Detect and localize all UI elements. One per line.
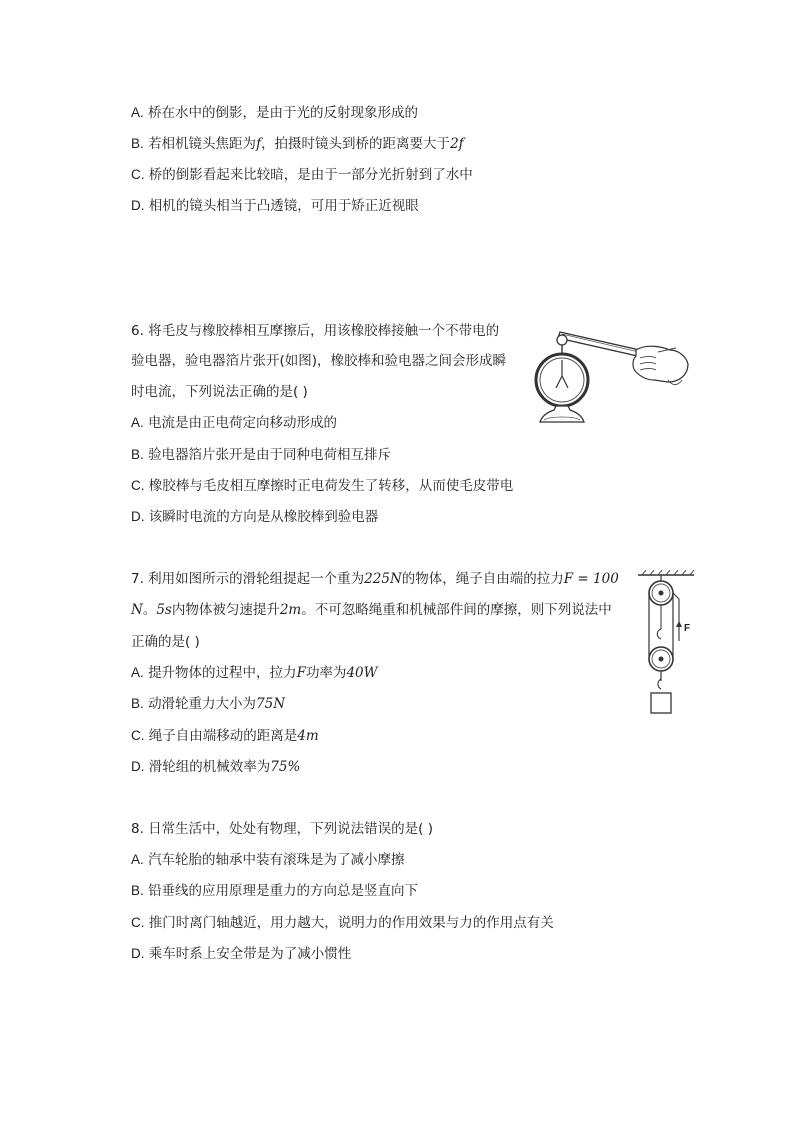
math-f: F <box>296 665 306 681</box>
option-text: 动滑轮重力大小为 <box>148 696 257 712</box>
option-letter: C. <box>131 915 145 930</box>
option-letter: D. <box>131 946 145 961</box>
option-letter: D. <box>131 759 145 774</box>
q7-stem-punct: 。 <box>142 602 157 618</box>
q7-stem-text-end: 。不可忽略绳重和机械部件间的摩擦，则下列说法中 <box>301 602 612 618</box>
math-weight: 75N <box>256 696 286 712</box>
option-text: 提升物体的过程中，拉力 <box>148 665 297 681</box>
option-text: 铅垂线的应用原理是重力的方向总是竖直向下 <box>148 883 419 899</box>
math-distance: 4m <box>297 728 319 744</box>
q7-option-a <box>131 663 378 683</box>
option-letter: C. <box>131 167 145 182</box>
option-text: 桥在水中的倒影，是由于光的反射现象形成的 <box>148 105 419 121</box>
option-letter: D. <box>131 509 145 524</box>
q7-stem-line-1 <box>131 569 619 589</box>
math-efficiency: 75% <box>270 759 301 775</box>
option-text-mid: ，拍摄时镜头到桥的距离要大于 <box>261 136 451 152</box>
option-letter: B. <box>131 883 144 898</box>
q5-option-c <box>131 165 473 185</box>
option-letter: A. <box>131 415 144 430</box>
option-letter: A. <box>131 105 144 120</box>
option-letter: D. <box>131 198 145 213</box>
q6-option-d <box>131 507 378 527</box>
q6-stem-line-1: 6. 将毛皮与橡胶棒相互摩擦后，用该橡胶棒接触一个不带电的 <box>131 323 500 339</box>
q8-option-c <box>131 913 554 933</box>
option-text: 汽车轮胎的轴承中装有滚珠是为了减小摩擦 <box>148 852 405 868</box>
q6-option-b <box>131 445 391 465</box>
q6-option-a <box>131 413 337 433</box>
option-letter: A. <box>131 665 144 680</box>
q6-stem-line-3: 时电流，下列说法正确的是( ) <box>131 384 308 400</box>
math-weight: 225N <box>364 571 402 587</box>
q7-stem-line-2 <box>131 600 612 620</box>
option-letter: C. <box>131 478 145 493</box>
option-text: 绳子自由端移动的距离是 <box>148 728 298 744</box>
option-text: 该瞬时电流的方向是从橡胶棒到验电器 <box>148 509 379 525</box>
q8-option-b <box>131 881 418 901</box>
force-label: F <box>684 623 691 634</box>
option-letter: B. <box>131 696 144 711</box>
pulley-figure <box>634 569 700 719</box>
option-letter: B. <box>131 136 144 151</box>
electroscope-figure <box>528 320 690 428</box>
q7-option-d <box>131 757 300 777</box>
math-f: f <box>256 136 262 152</box>
q5-option-a <box>131 103 418 123</box>
option-letter: B. <box>131 447 144 462</box>
math-force: F = 100 <box>563 571 619 587</box>
option-text: 验电器箔片张开是由于同种电荷相互排斥 <box>148 447 392 463</box>
option-text: 电流是由正电荷定向移动形成的 <box>148 415 338 431</box>
q8-option-a <box>131 850 405 870</box>
q8-stem: 8. 日常生活中，处处有物理，下列说法错误的是( ) <box>131 821 433 837</box>
option-text: 乘车时系上安全带是为了减小惯性 <box>148 946 352 962</box>
math-time: 5s <box>156 602 172 618</box>
q7-option-c <box>131 726 319 746</box>
q7-stem-line-3: 正确的是( ) <box>131 634 200 650</box>
q8-option-d <box>131 944 351 964</box>
q5-option-d <box>131 196 419 216</box>
option-text-mid: 功率为 <box>305 665 347 681</box>
q7-stem-text: 内物体被匀速提升 <box>171 602 280 618</box>
option-letter: A. <box>131 852 144 867</box>
option-text: 桥的倒影看起来比较暗，是由于一部分光折射到了水中 <box>148 167 473 183</box>
q7-stem-text: 7. 利用如图所示的滑轮组提起一个重为 <box>131 571 365 587</box>
math-height: 2m <box>279 602 302 618</box>
q7-stem-text-mid: 的物体，绳子自由端的拉力 <box>401 571 564 587</box>
math-unit-n: N <box>131 602 143 618</box>
math-2f: 2f <box>450 136 464 152</box>
option-letter: C. <box>131 728 145 743</box>
option-text: 若相机镜头焦距为 <box>148 136 257 152</box>
option-text: 相机的镜头相当于凸透镜，可用于矫正近视眼 <box>148 198 419 214</box>
q5-option-b <box>131 134 464 154</box>
option-text: 橡胶棒与毛皮相互摩擦时正电荷发生了转移，从而使毛皮带电 <box>148 478 514 494</box>
q7-option-b <box>131 694 285 714</box>
math-power: 40W <box>346 665 378 681</box>
q6-option-c <box>131 476 513 496</box>
q6-stem-line-2: 验电器，验电器箔片张开(如图)，橡胶棒和验电器之间会形成瞬 <box>131 353 507 369</box>
option-text: 推门时离门轴越近，用力越大，说明力的作用效果与力的作用点有关 <box>148 915 554 931</box>
option-text: 滑轮组的机械效率为 <box>148 759 271 775</box>
